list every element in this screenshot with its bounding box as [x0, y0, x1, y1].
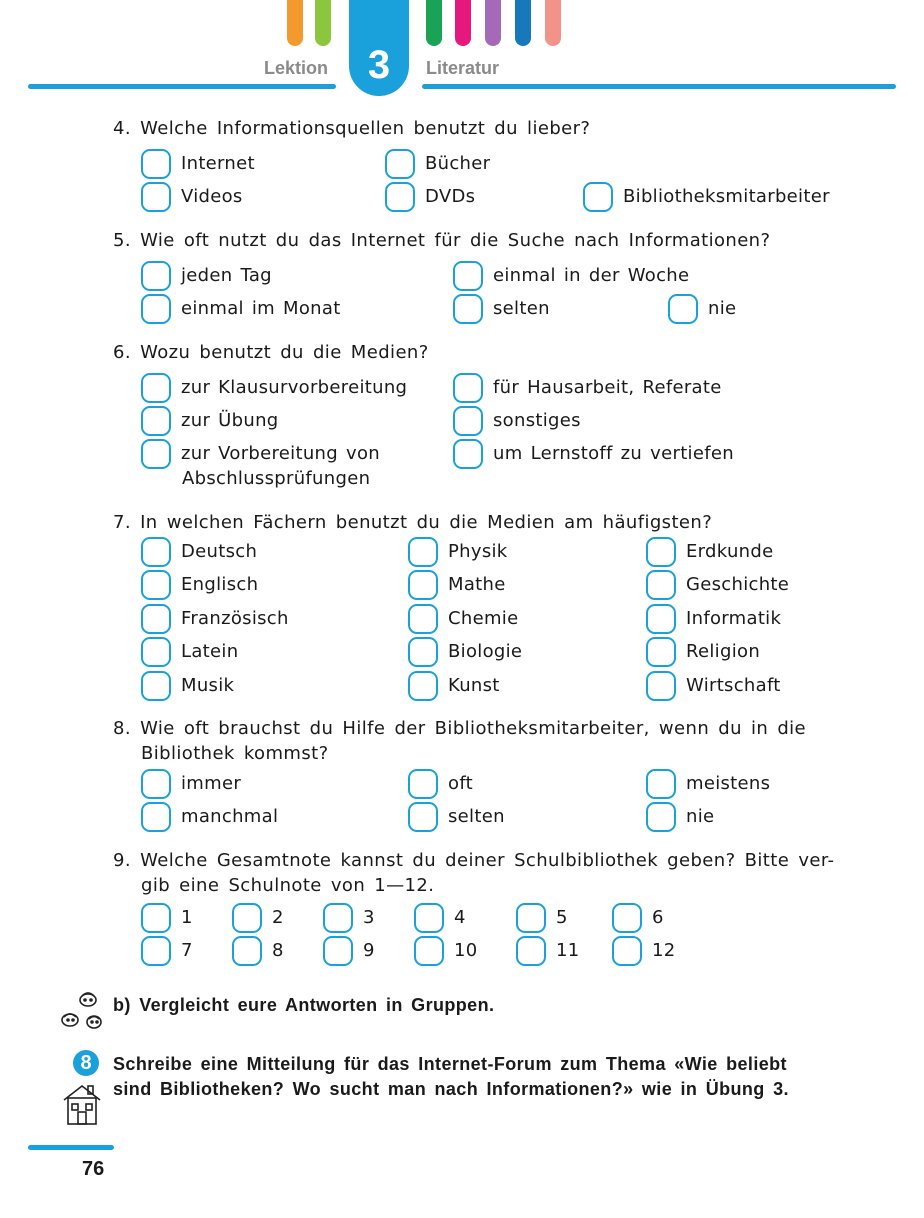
- checkbox[interactable]: [408, 637, 438, 667]
- checkbox[interactable]: [141, 373, 171, 403]
- exercise-8-line1: Schreibe eine Mitteilung für das Internet-Forum zum Thema «Wie beliebt: [113, 1054, 787, 1074]
- checkbox[interactable]: [141, 903, 171, 933]
- option-q9-grade-2[interactable]: 2: [232, 901, 284, 935]
- color-tab-darkgreen: [426, 0, 442, 46]
- option-q9-grade-5[interactable]: 5: [516, 901, 568, 935]
- option-q7-kunst[interactable]: Kunst: [408, 669, 500, 703]
- option-q6-abschluss-line2: Abschlussprüfungen: [182, 468, 371, 489]
- checkbox[interactable]: [385, 182, 415, 212]
- topic-label: Literatur: [426, 58, 500, 78]
- option-q9-grade-1[interactable]: 1: [141, 901, 193, 935]
- page-number: 76: [82, 1158, 105, 1180]
- checkbox[interactable]: [646, 769, 676, 799]
- checkbox[interactable]: [583, 182, 613, 212]
- option-q6-lernstoff[interactable]: um Lernstoff zu vertiefen: [453, 437, 734, 471]
- checkbox[interactable]: [646, 537, 676, 567]
- header-line-right: [422, 84, 896, 89]
- option-q8-oft[interactable]: oft: [408, 767, 473, 801]
- checkbox[interactable]: [408, 671, 438, 701]
- option-q7-geschichte[interactable]: Geschichte: [646, 568, 789, 602]
- option-q7-physik[interactable]: Physik: [408, 535, 508, 569]
- option-q8-manchmal[interactable]: manchmal: [141, 800, 278, 834]
- option-q7-religion[interactable]: Religion: [646, 635, 760, 669]
- exercise-8-line2: sind Bibliotheken? Wo sucht man nach Informationen?» wie in Übung 3.: [113, 1079, 789, 1099]
- color-tab-blue: [515, 0, 531, 46]
- checkbox[interactable]: [453, 406, 483, 436]
- question-9-line1: 9. Welche Gesamtnote kannst du deiner Schulbibliothek geben? Bitte ver-: [113, 850, 835, 871]
- option-q7-latein[interactable]: Latein: [141, 635, 238, 669]
- checkbox[interactable]: [646, 671, 676, 701]
- option-q4-buecher[interactable]: Bücher: [385, 147, 490, 181]
- question-8-line2: Bibliothek kommst?: [141, 743, 329, 764]
- option-q7-franzoesisch[interactable]: Französisch: [141, 602, 289, 636]
- checkbox[interactable]: [141, 637, 171, 667]
- checkbox[interactable]: [646, 604, 676, 634]
- question-7: 7. In welchen Fächern benutzt du die Medien am häufigsten?: [113, 512, 713, 533]
- option-q5-monat[interactable]: einmal im Monat: [141, 292, 341, 326]
- option-q7-deutsch[interactable]: Deutsch: [141, 535, 257, 569]
- option-q7-erdkunde[interactable]: Erdkunde: [646, 535, 773, 569]
- checkbox[interactable]: [141, 439, 171, 469]
- footer-line: [28, 1145, 114, 1150]
- checkbox[interactable]: [414, 936, 444, 966]
- exercise-number-badge: 8: [73, 1050, 99, 1076]
- checkbox[interactable]: [141, 406, 171, 436]
- option-q7-chemie[interactable]: Chemie: [408, 602, 518, 636]
- option-q4-internet[interactable]: Internet: [141, 147, 255, 181]
- option-q7-informatik[interactable]: Informatik: [646, 602, 781, 636]
- color-tab-salmon: [545, 0, 561, 46]
- checkbox[interactable]: [646, 802, 676, 832]
- checkbox[interactable]: [141, 769, 171, 799]
- option-q4-dvds[interactable]: DVDs: [385, 180, 475, 214]
- checkbox[interactable]: [408, 604, 438, 634]
- checkbox[interactable]: [453, 294, 483, 324]
- option-q9-grade-7[interactable]: 7: [141, 934, 193, 968]
- option-q6-klausur[interactable]: zur Klausurvorbereitung: [141, 371, 407, 405]
- checkbox[interactable]: [141, 261, 171, 291]
- option-q8-meistens[interactable]: meistens: [646, 767, 770, 801]
- checkbox[interactable]: [453, 439, 483, 469]
- option-q6-hausarbeit[interactable]: für Hausarbeit, Referate: [453, 371, 722, 405]
- question-4: 4. Welche Informationsquellen benutzt du lieber?: [113, 118, 591, 139]
- color-tab-pink: [455, 0, 471, 46]
- option-q9-grade-6[interactable]: 6: [612, 901, 664, 935]
- checkbox[interactable]: [408, 769, 438, 799]
- option-q5-jeden-tag[interactable]: jeden Tag: [141, 259, 272, 293]
- checkbox[interactable]: [323, 903, 353, 933]
- option-q9-grade-12[interactable]: 12: [612, 934, 676, 968]
- checkbox[interactable]: [141, 936, 171, 966]
- option-q8-immer[interactable]: immer: [141, 767, 241, 801]
- checkbox[interactable]: [408, 537, 438, 567]
- option-q9-grade-3[interactable]: 3: [323, 901, 375, 935]
- checkbox[interactable]: [323, 936, 353, 966]
- checkbox[interactable]: [141, 537, 171, 567]
- checkbox[interactable]: [141, 570, 171, 600]
- checkbox[interactable]: [141, 294, 171, 324]
- option-q5-selten[interactable]: selten: [453, 292, 550, 326]
- checkbox[interactable]: [516, 936, 546, 966]
- option-q9-grade-11[interactable]: 11: [516, 934, 580, 968]
- lesson-label: Lektion: [264, 58, 329, 78]
- option-q7-musik[interactable]: Musik: [141, 669, 234, 703]
- checkbox[interactable]: [141, 149, 171, 179]
- question-8-line1: 8. Wie oft brauchst du Hilfe der Bibliotheksmitarbeiter, wenn du in die: [113, 718, 807, 739]
- checkbox[interactable]: [141, 671, 171, 701]
- option-q5-nie[interactable]: nie: [668, 292, 736, 326]
- color-tab-green: [315, 0, 331, 46]
- option-q9-grade-4[interactable]: 4: [414, 901, 466, 935]
- checkbox[interactable]: [408, 802, 438, 832]
- checkbox[interactable]: [612, 903, 642, 933]
- option-q7-englisch[interactable]: Englisch: [141, 568, 258, 602]
- checkbox[interactable]: [232, 903, 262, 933]
- checkbox[interactable]: [516, 903, 546, 933]
- question-9-line2: gib eine Schulnote von 1—12.: [141, 875, 435, 896]
- question-5: 5. Wie oft nutzt du das Internet für die Suche nach Informationen?: [113, 230, 771, 251]
- option-q4-bibliotheksmitarbeiter[interactable]: Bibliotheksmitarbeiter: [583, 180, 830, 214]
- option-q9-grade-9[interactable]: 9: [323, 934, 375, 968]
- option-q5-woche[interactable]: einmal in der Woche: [453, 259, 689, 293]
- homework-house-icon: [60, 1080, 104, 1128]
- option-q6-sonstiges[interactable]: sonstiges: [453, 404, 581, 438]
- option-q6-abschluss[interactable]: zur Vorbereitung von: [141, 437, 380, 471]
- option-q8-nie[interactable]: nie: [646, 800, 714, 834]
- checkbox[interactable]: [141, 604, 171, 634]
- checkbox[interactable]: [612, 936, 642, 966]
- checkbox[interactable]: [141, 802, 171, 832]
- option-q7-wirtschaft[interactable]: Wirtschaft: [646, 669, 781, 703]
- color-tab-orange: [287, 0, 303, 46]
- checkbox[interactable]: [385, 149, 415, 179]
- option-q4-videos[interactable]: Videos: [141, 180, 243, 214]
- question-6: 6. Wozu benutzt du die Medien?: [113, 342, 429, 363]
- checkbox[interactable]: [414, 903, 444, 933]
- checkbox[interactable]: [646, 570, 676, 600]
- checkbox[interactable]: [453, 373, 483, 403]
- option-q8-selten[interactable]: selten: [408, 800, 505, 834]
- option-q9-grade-8[interactable]: 8: [232, 934, 284, 968]
- checkbox[interactable]: [668, 294, 698, 324]
- option-q6-uebung[interactable]: zur Übung: [141, 404, 279, 438]
- option-q7-biologie[interactable]: Biologie: [408, 635, 522, 669]
- group-work-icon: [58, 988, 106, 1034]
- option-q9-grade-10[interactable]: 10: [414, 934, 478, 968]
- option-q7-mathe[interactable]: Mathe: [408, 568, 506, 602]
- checkbox[interactable]: [646, 637, 676, 667]
- checkbox[interactable]: [141, 182, 171, 212]
- checkbox[interactable]: [408, 570, 438, 600]
- checkbox[interactable]: [232, 936, 262, 966]
- color-tab-purple: [485, 0, 501, 46]
- header-line-left: [28, 84, 336, 89]
- task-b: b) Vergleicht eure Antworten in Gruppen.: [113, 995, 495, 1015]
- checkbox[interactable]: [453, 261, 483, 291]
- lesson-number-tab: 3: [349, 0, 409, 96]
